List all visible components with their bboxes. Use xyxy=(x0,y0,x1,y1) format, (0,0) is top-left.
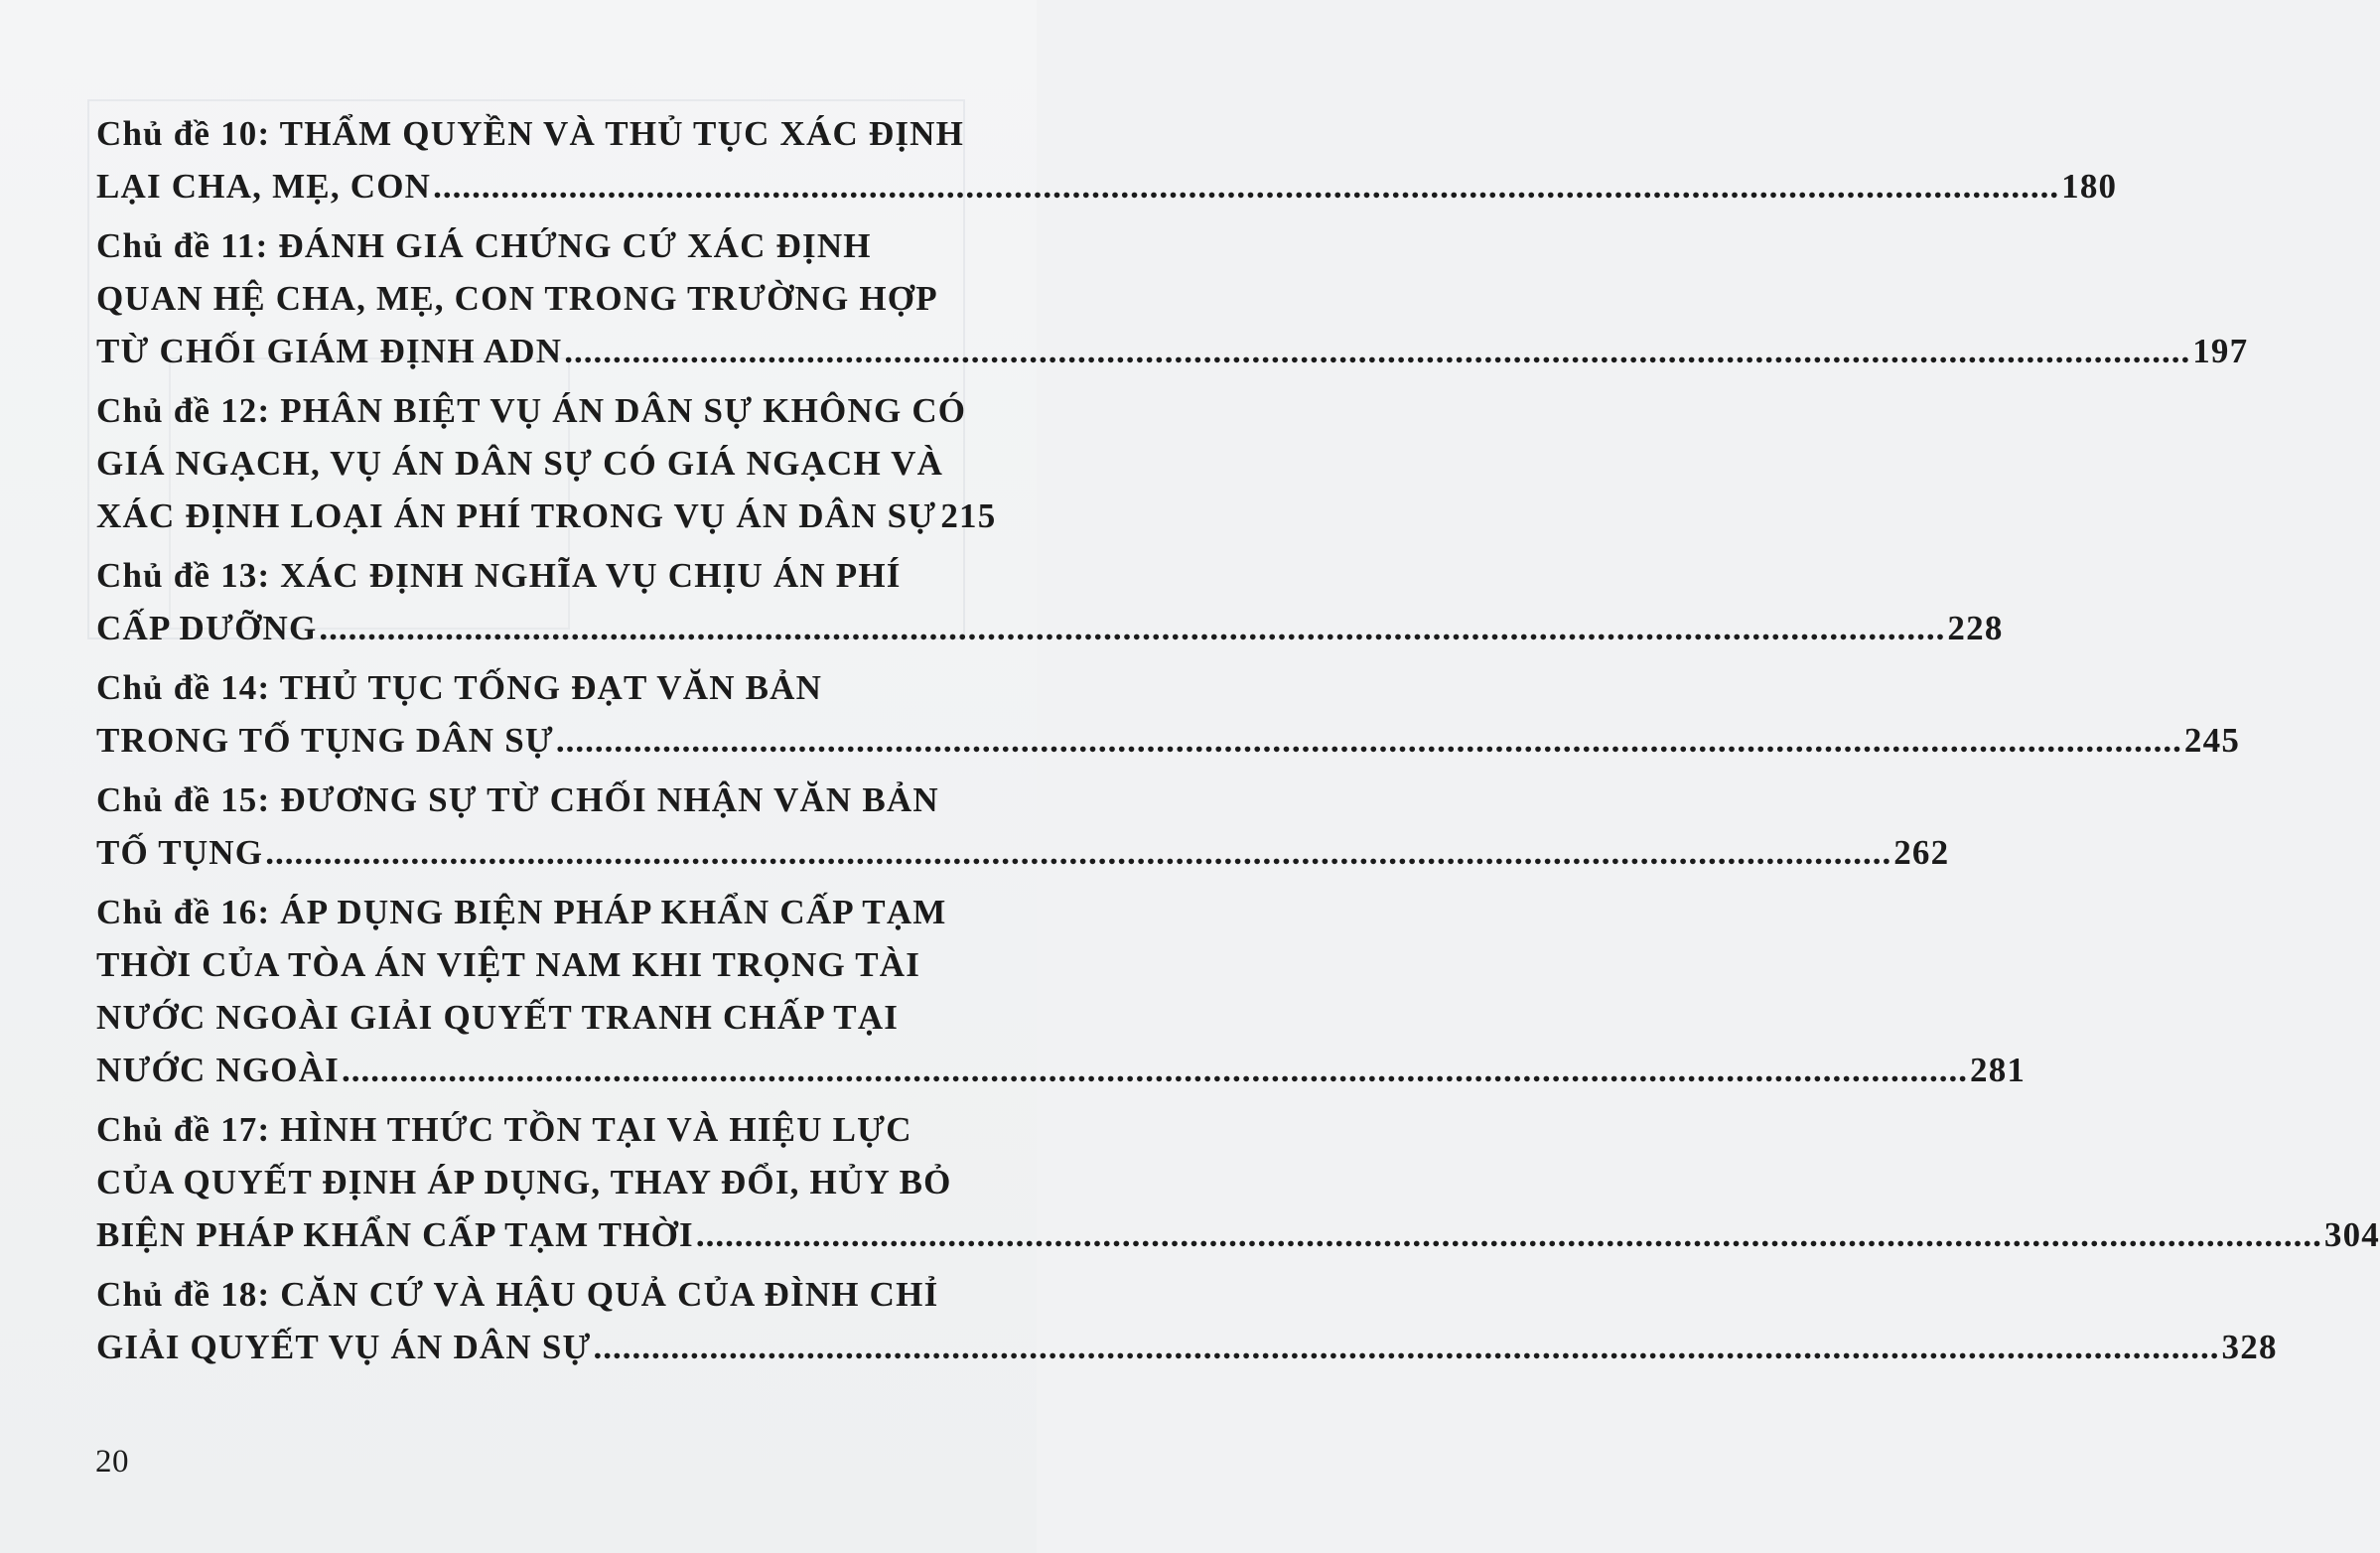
toc-entry xyxy=(96,661,2241,767)
toc-entry-last-line xyxy=(96,490,997,542)
toc-entry-title-line: THỜI CỦA TÒA ÁN VIỆT NAM KHI TRỌNG TÀI xyxy=(96,945,921,984)
toc-page-number: 197 xyxy=(2192,332,2249,370)
toc-entry-title-line: Chủ đề 14: THỦ TỤC TỐNG ĐẠT VĂN BẢN xyxy=(96,668,823,707)
toc-entry-title-line: Chủ đề 16: ÁP DỤNG BIỆN PHÁP KHẨN CẤP TẠM xyxy=(96,893,947,931)
toc-entry-title-line: Chủ đề 17: HÌNH THỨC TỒN TẠI VÀ HIỆU LỰC xyxy=(96,1110,912,1149)
table-of-contents xyxy=(96,107,2380,1380)
dot-leader xyxy=(265,826,1891,879)
toc-entry-title-line: TỪ CHỐI GIÁM ĐỊNH ADN xyxy=(96,332,563,370)
dot-leader xyxy=(696,1208,2322,1261)
toc-entry-last-line xyxy=(96,1208,2380,1261)
toc-entry-title-line: CỦA QUYẾT ĐỊNH ÁP DỤNG, THAY ĐỔI, HỦY BỎ xyxy=(96,1163,952,1201)
toc-page-number: 262 xyxy=(1893,833,1950,872)
dot-leader xyxy=(342,1044,1968,1096)
toc-page-number: 215 xyxy=(940,496,997,535)
toc-entry-last-line xyxy=(96,602,2004,654)
toc-entry-title-line: NƯỚC NGOÀI xyxy=(96,1051,341,1089)
toc-entry-last-line xyxy=(96,1321,2278,1373)
toc-page-number: 328 xyxy=(2221,1328,2278,1366)
toc-entry-title-line: Chủ đề 15: ĐƯƠNG SỰ TỪ CHỐI NHẬN VĂN BẢN xyxy=(96,780,939,819)
toc-entry-last-line xyxy=(96,160,2118,212)
toc-entry xyxy=(96,774,1950,879)
toc-entry-title-line: QUAN HỆ CHA, MẸ, CON TRONG TRƯỜNG HỢP xyxy=(96,279,938,318)
toc-entry-title-line: Chủ đề 13: XÁC ĐỊNH NGHĨA VỤ CHỊU ÁN PHÍ xyxy=(96,556,902,595)
toc-entry xyxy=(96,219,2249,377)
toc-page-number: 180 xyxy=(2061,167,2118,206)
toc-page-number: 304 xyxy=(2323,1215,2380,1254)
toc-entry-title-line: TỐ TỤNG xyxy=(96,833,264,872)
toc-entry-title-line: Chủ đề 18: CĂN CỨ VÀ HẬU QUẢ CỦA ĐÌNH CHỈ xyxy=(96,1275,939,1314)
dot-leader xyxy=(319,602,1945,654)
dot-leader xyxy=(564,325,2190,377)
toc-entry xyxy=(96,1268,2278,1373)
toc-entry-title-line: NƯỚC NGOÀI GIẢI QUYẾT TRANH CHẤP TẠI xyxy=(96,998,900,1037)
toc-entry-title-line: CẤP DƯỠNG xyxy=(96,609,318,647)
toc-page-number: 228 xyxy=(1947,609,2004,647)
toc-entry xyxy=(96,107,2118,212)
toc-entry-title-line: Chủ đề 10: THẨM QUYỀN VÀ THỦ TỤC XÁC ĐỊNH xyxy=(96,114,965,153)
toc-entry-title-line: LẠI CHA, MẸ, CON xyxy=(96,167,432,206)
toc-entry-title-line: GIẢI QUYẾT VỤ ÁN DÂN SỰ xyxy=(96,1328,592,1366)
toc-page-number: 245 xyxy=(2183,721,2241,760)
toc-entry-title-line: Chủ đề 11: ĐÁNH GIÁ CHỨNG CỨ XÁC ĐỊNH xyxy=(96,226,872,265)
page-footer-number: 20 xyxy=(95,1444,129,1480)
toc-entry-last-line xyxy=(96,1044,2027,1096)
dot-leader xyxy=(556,714,2182,767)
dot-leader xyxy=(594,1321,2220,1373)
toc-entry xyxy=(96,1103,2380,1261)
dot-leader xyxy=(433,160,2059,212)
toc-entry xyxy=(96,384,997,542)
toc-entry-title-line: TRONG TỐ TỤNG DÂN SỰ xyxy=(96,721,554,760)
toc-entry xyxy=(96,549,2004,654)
toc-entry-title-line: BIỆN PHÁP KHẨN CẤP TẠM THỜI xyxy=(96,1215,694,1254)
toc-entry-title-line: GIÁ NGẠCH, VỤ ÁN DÂN SỰ CÓ GIÁ NGẠCH VÀ xyxy=(96,444,944,483)
toc-entry-last-line xyxy=(96,714,2241,767)
toc-page-number: 281 xyxy=(1970,1051,2027,1089)
toc-entry xyxy=(96,886,2027,1096)
toc-entry-title-line: XÁC ĐỊNH LOẠI ÁN PHÍ TRONG VỤ ÁN DÂN SỰ xyxy=(96,496,937,535)
toc-entry-last-line xyxy=(96,826,1950,879)
toc-entry-last-line xyxy=(96,325,2249,377)
toc-entry-title-line: Chủ đề 12: PHÂN BIỆT VỤ ÁN DÂN SỰ KHÔNG CÓ xyxy=(96,391,967,430)
